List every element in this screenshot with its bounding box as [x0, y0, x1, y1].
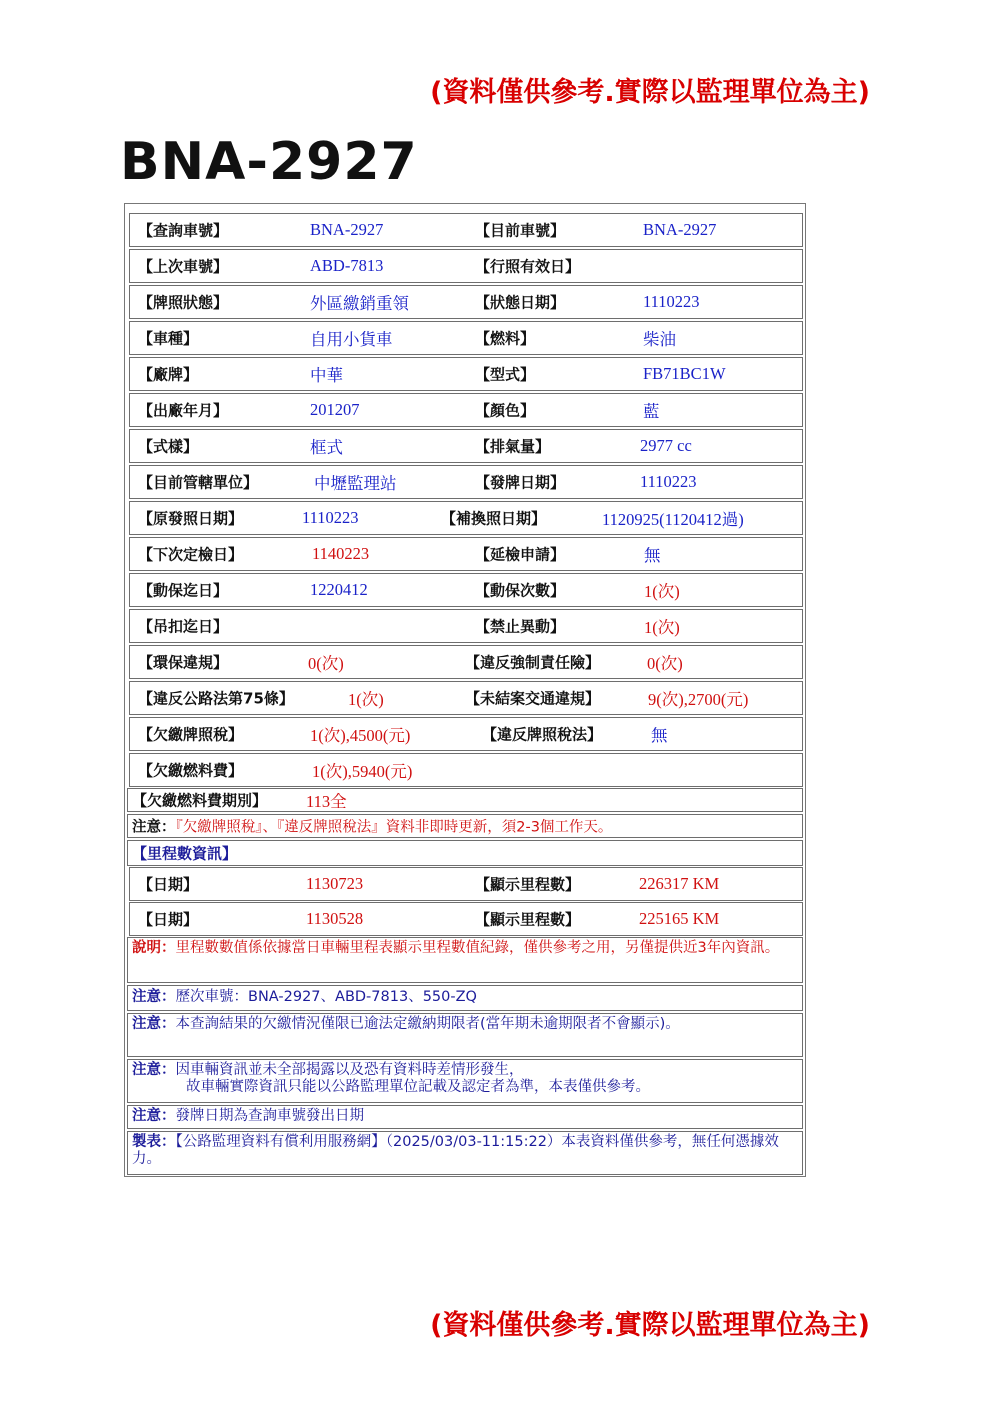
- value: 225165 KM: [639, 909, 720, 928]
- note-info-row: [127, 1059, 803, 1103]
- value: 外區繳銷重領: [310, 294, 409, 313]
- label: 【違反強制責任險】: [465, 653, 601, 672]
- label: 【顏色】: [475, 401, 536, 420]
- label: 【日期】: [138, 910, 199, 929]
- label: 【排氣量】: [475, 437, 551, 456]
- label: 【欠繳燃料費期別】: [132, 791, 268, 810]
- label: 【原發照日期】: [138, 509, 244, 528]
- history-label: 注意：: [132, 989, 176, 1005]
- table-row: [129, 645, 803, 679]
- value: 1120925(1120412過): [602, 510, 744, 529]
- table-row: [129, 321, 803, 355]
- value: ABD-7813: [310, 256, 384, 275]
- value: 1130528: [306, 909, 364, 928]
- label: 【發牌日期】: [475, 473, 566, 492]
- label: 【動保迄日】: [138, 581, 229, 600]
- vehicle-report-table: [124, 203, 806, 1177]
- label: 【上次車號】: [138, 257, 229, 276]
- explain-row: [127, 937, 803, 983]
- value: 1140223: [312, 544, 370, 563]
- history-row: [127, 985, 803, 1011]
- plate-title: BNA-2927: [120, 132, 418, 192]
- mileage-header-row: [127, 840, 803, 866]
- note-arrears-row: [127, 1013, 803, 1057]
- label: 【牌照狀態】: [138, 293, 229, 312]
- value: 1(次),4500(元): [310, 726, 411, 745]
- value: 0(次): [308, 654, 344, 673]
- value: 框式: [310, 438, 343, 457]
- notice-label: 注意：: [132, 819, 176, 836]
- label: 【環保違規】: [138, 653, 229, 672]
- label: 【補換照日期】: [441, 509, 547, 528]
- table-row: [129, 902, 803, 936]
- label: 【型式】: [475, 365, 536, 384]
- table-row: [129, 249, 803, 283]
- table-row: [129, 285, 803, 319]
- value: 藍: [643, 402, 660, 421]
- label: 【違反牌照稅法】: [482, 725, 603, 744]
- label: 【下次定檢日】: [138, 545, 244, 564]
- label: 【未結案交通違規】: [465, 689, 601, 708]
- table-row: [129, 213, 803, 247]
- value: 無: [644, 546, 661, 565]
- disclaimer-top: (資料僅供參考.實際以監理單位為主): [430, 77, 870, 108]
- fuel-period-row: [127, 788, 803, 812]
- explain-text: 里程數數值係依據當日車輛里程表顯示里程數值紀錄，僅供參考之用，另僅提供近3年內資訊。: [175, 940, 780, 956]
- label: 【動保次數】: [475, 581, 566, 600]
- label: 【廠牌】: [138, 365, 199, 384]
- label: 【違反公路法第75條】: [138, 689, 294, 708]
- label: 【延檢申請】: [475, 545, 566, 564]
- label: 【吊扣迄日】: [138, 617, 229, 636]
- label: 【禁止異動】: [475, 617, 566, 636]
- table-row: [129, 681, 803, 715]
- value: 226317 KM: [639, 874, 720, 893]
- label: 【燃料】: [475, 329, 536, 348]
- value: 1110223: [643, 292, 700, 311]
- value: 1(次): [348, 690, 384, 709]
- table-row: [129, 753, 803, 787]
- table-row: [129, 429, 803, 463]
- value: 1(次): [644, 582, 680, 601]
- table-row: [129, 465, 803, 499]
- value: 中壢監理站: [314, 474, 397, 493]
- value: 1130723: [306, 874, 364, 893]
- label: 【狀態日期】: [475, 293, 566, 312]
- value: BNA-2927: [310, 220, 384, 239]
- label: 【查詢車號】: [138, 221, 229, 240]
- label: 【顯示里程數】: [475, 910, 581, 929]
- table-row: [129, 357, 803, 391]
- note-issue-row: [127, 1105, 803, 1129]
- label: 【出廠年月】: [138, 401, 229, 420]
- notice-text: 『欠繳牌照稅』、『違反牌照稅法』資料非即時更新，須2-3個工作天。: [175, 819, 613, 836]
- label: 【車種】: [138, 329, 199, 348]
- maker-label: 製表：: [132, 1134, 176, 1150]
- disclaimer-bottom: (資料僅供參考.實際以監理單位為主): [430, 1310, 870, 1341]
- note-label: 注意：: [132, 1016, 176, 1032]
- table-row: [129, 573, 803, 607]
- table-row: [129, 393, 803, 427]
- table-row: [129, 717, 803, 751]
- value: 1110223: [302, 508, 359, 527]
- value: 1110223: [640, 472, 697, 491]
- value: 9(次),2700(元): [648, 690, 749, 709]
- maker-text: 【公路監理資料有償利用服務網】（2025/03/03-11:15:22）本表資料僅供參考，無任何憑據效力。: [132, 1134, 779, 1167]
- note-label: 注意：: [132, 1062, 176, 1078]
- notice-tax-row: [127, 814, 803, 838]
- note-line-2: 故車輛實際資訊只能以公路監理單位記載及認定者為準，本表僅供參考。: [186, 1079, 650, 1095]
- value: 無: [651, 726, 668, 745]
- label: 【行照有效日】: [475, 257, 581, 276]
- label: 【日期】: [138, 875, 199, 894]
- explain-label: 說明：: [132, 940, 176, 956]
- value: 1220412: [310, 580, 368, 599]
- table-row: [129, 609, 803, 643]
- value: 自用小貨車: [310, 330, 393, 349]
- value: 1(次),5940(元): [312, 762, 413, 781]
- value: 柴油: [643, 330, 676, 349]
- label: 【式樣】: [138, 437, 199, 456]
- value: 0(次): [647, 654, 683, 673]
- value: FB71BC1W: [643, 364, 726, 383]
- label: 【目前管轄單位】: [138, 473, 259, 492]
- value: 201207: [310, 400, 360, 419]
- history-text: 歷次車號：BNA-2927、ABD-7813、550-ZQ: [175, 989, 477, 1005]
- note-text: 本查詢結果的欠繳情況僅限已逾法定繳納期限者(當年期未逾期限者不會顯示)。: [175, 1016, 680, 1032]
- label: 【顯示里程數】: [475, 875, 581, 894]
- label: 【欠繳燃料費】: [138, 761, 244, 780]
- note-line-1: 因車輛資訊並未全部揭露以及恐有資料時差情形發生，: [175, 1062, 524, 1078]
- maker-row: [127, 1131, 803, 1175]
- value: 中華: [310, 366, 343, 385]
- note-label: 注意：: [132, 1108, 176, 1124]
- note-text: 發牌日期為查詢車號發出日期: [175, 1108, 364, 1124]
- label: 【欠繳牌照稅】: [138, 725, 244, 744]
- mileage-header: 【里程數資訊】: [132, 844, 238, 863]
- value: 113全: [306, 792, 347, 811]
- value: BNA-2927: [643, 220, 717, 239]
- table-row: [129, 501, 803, 535]
- value: 1(次): [644, 618, 680, 637]
- label: 【目前車號】: [475, 221, 566, 240]
- table-row: [129, 867, 803, 901]
- value: 2977 cc: [640, 436, 692, 455]
- table-row: [129, 537, 803, 571]
